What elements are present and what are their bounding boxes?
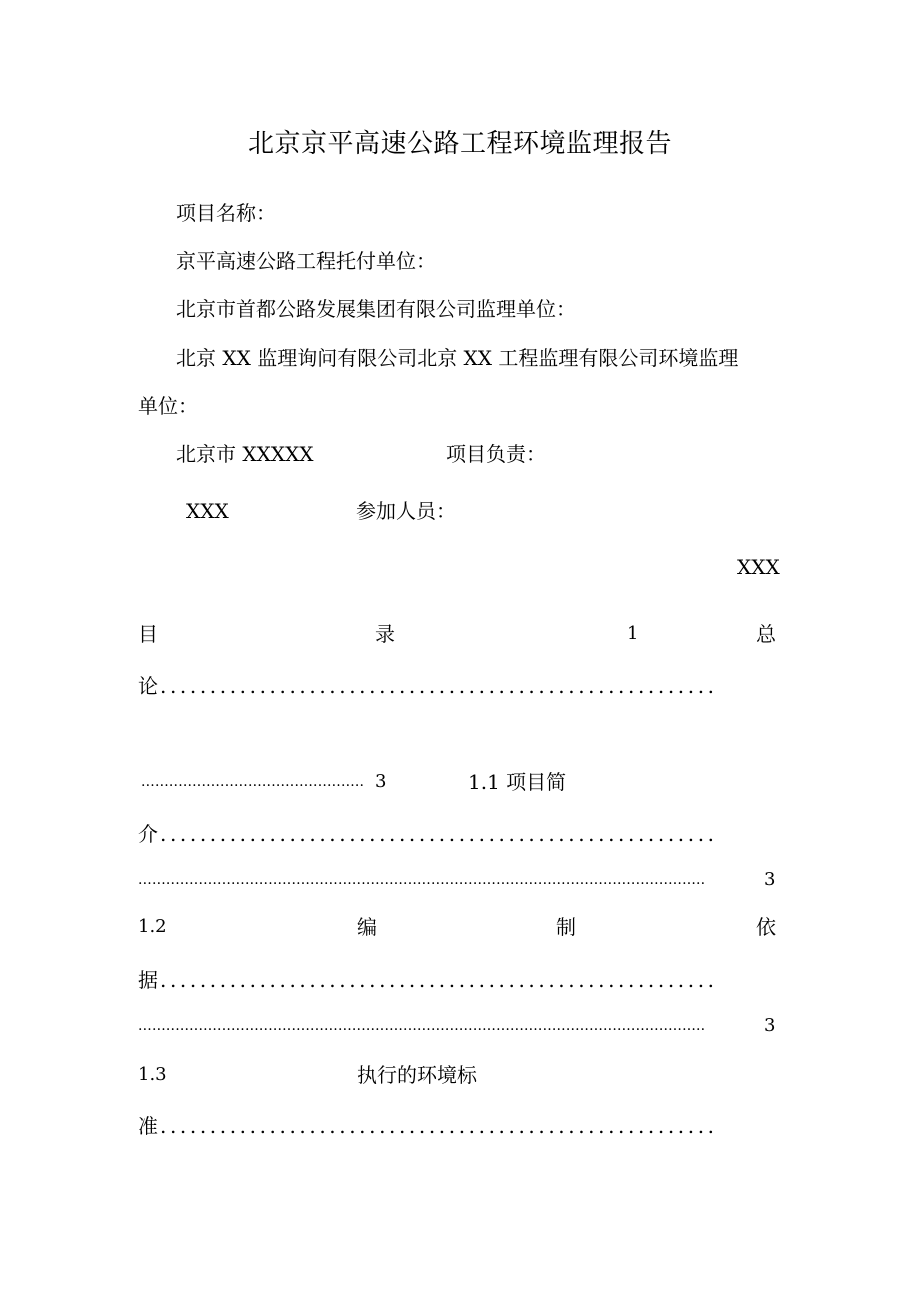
toc-section-1-2-number: 1.2 <box>138 916 167 937</box>
participants-label: 参加人员： <box>356 499 456 523</box>
toc-section-1-2-char-2: 制 <box>556 915 576 939</box>
client-label: 京平高速公路工程托付单位： <box>176 249 436 273</box>
toc-section-1-3-title: 执行的环境标 <box>357 1063 477 1087</box>
toc-section-1-2-char-1: 编 <box>357 915 377 939</box>
toc-page-number: 3 <box>764 869 776 890</box>
toc-page-number: 3 <box>375 771 387 792</box>
supervisor-label: 北京市首都公路发展集团有限公司监理单位： <box>176 297 576 321</box>
project-lead-label: 项目负责： <box>446 442 546 466</box>
toc-section-1-1: 1.1 项目简 <box>468 770 567 794</box>
toc-section-1-2-char-3: 依 <box>756 915 776 939</box>
participant-name: XXX <box>737 555 780 579</box>
project-name-label: 项目名称： <box>176 201 276 225</box>
toc-page-number: 3 <box>764 1015 776 1036</box>
toc-leader-dots: ........................................................ <box>160 822 718 846</box>
toc-section-1-3-number: 1.3 <box>138 1064 167 1085</box>
env-supervisor-line: 北京 XX 监理询问有限公司北京 XX 工程监理有限公司环境监理 <box>176 346 739 370</box>
toc-leader-dots: .......................................................................................................................... <box>138 872 706 888</box>
env-supervisor-line-cont: 单位： <box>138 394 198 418</box>
toc-chapter-number: 1 <box>627 623 639 644</box>
toc-leader-dots: ........................................................ <box>160 674 718 698</box>
toc-leader-dots: ........................................................ <box>160 968 718 992</box>
toc-section-1-1-cont: 介 <box>138 822 158 846</box>
toc-chapter-char-2: 论 <box>138 674 158 698</box>
toc-heading-char-2: 录 <box>375 622 395 646</box>
lead-name: XXX <box>186 499 229 523</box>
toc-heading-char-1: 目 <box>138 622 158 646</box>
toc-chapter-char-1: 总 <box>756 622 776 646</box>
toc-section-1-2-char-4: 据 <box>138 968 158 992</box>
city-text: 北京市 XXXXX <box>176 442 314 466</box>
toc-section-1-3-cont: 准 <box>138 1114 158 1138</box>
toc-leader-dots: ........................................................ <box>160 1114 718 1138</box>
toc-leader-dots: .......................................................................................................................... <box>138 1018 706 1034</box>
document-title: 北京京平高速公路工程环境监理报告 <box>247 129 672 159</box>
toc-leader-dots: ................................................ <box>141 774 365 790</box>
